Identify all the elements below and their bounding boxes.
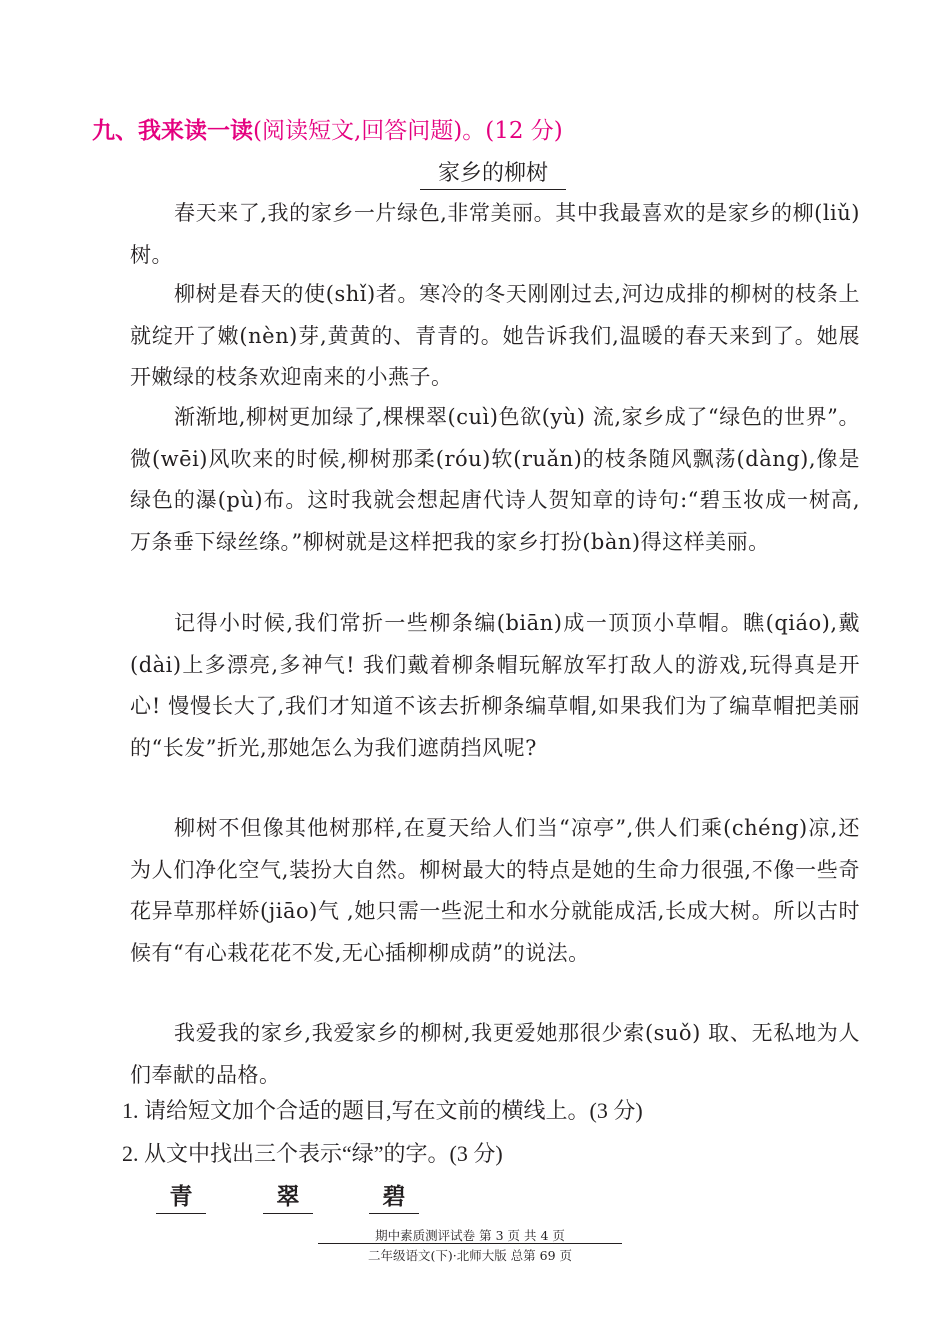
answer-blank-1: 青 (156, 1182, 206, 1214)
section-heading-main: 九、我来读一读 (92, 118, 253, 144)
paragraph-1: 春天来了,我的家乡一片绿色,非常美丽。其中我最喜欢的是家乡的柳(liǔ) 树。 (130, 201, 860, 267)
answer-blank-2: 翠 (263, 1182, 313, 1214)
footer-edition-info: 二年级语文(下)·北师大版 总第 69 页 (367, 1248, 573, 1263)
footer-divider (318, 1243, 622, 1244)
paragraph-4: 记得小时候,我们常折一些柳条编(biān)成一顶顶小草帽。瞧(qiáo),戴(dài)上多漂亮,多神气! 我们戴着柳条帽玩解放军打敌人的游戏,玩得真是开心! 慢慢长大了,我们才知道不该去折柳条编草帽,如果我们为了编草帽把美丽的“长发”折光,那她怎么为我们遮荫挡风呢? (130, 611, 860, 760)
question-1: 1. 请给短文加个合适的题目,写在文前的横线上。(3 分) (122, 1098, 643, 1123)
paragraph-2: 柳树是春天的使(shǐ)者。寒冷的冬天刚刚过去,河边成排的柳树的枝条上就绽开了嫩(nèn)芽,黄黄的、青青的。她告诉我们,温暖的春天来到了。她展开嫩绿的枝条欢迎南来的小燕子。 (130, 282, 860, 389)
passage-title-line (420, 156, 566, 190)
answer-blank-3: 碧 (369, 1182, 419, 1214)
paragraph-3: 渐渐地,柳树更加绿了,棵棵翠(cuì)色欲(yù) 流,家乡成了“绿色的世界”。微(wēi)风吹来的时候,柳树那柔(róu)软(ruǎn)的枝条随风飘荡(dàng),像是绿色的瀑(pù)布。这时我就会想起唐代诗人贺知章的诗句:“碧玉妆成一树高,万条垂下绿丝绦。”柳树就是这样把我的家乡打扮(bàn)得这样美丽。 (130, 405, 860, 554)
footer-page-info: 期中素质测评试卷 第 3 页 共 4 页 (375, 1228, 565, 1243)
question-2: 2. 从文中找出三个表示“绿”的字。(3 分) (122, 1141, 503, 1166)
passage-title: 家乡的柳树 (437, 161, 548, 186)
section-heading (92, 112, 563, 145)
section-heading-instruction: (阅读短文,回答问题)。(12 分) (253, 118, 563, 144)
paragraph-6: 我爱我的家乡,我爱家乡的柳树,我更爱她那很少索(suǒ) 取、无私地为人们奉献的品格。 (130, 1021, 860, 1087)
paragraph-5: 柳树不但像其他树那样,在夏天给人们当“凉亭”,供人们乘(chéng)凉,还为人们净化空气,装扮大自然。柳树最大的特点是她的生命力很强,不像一些奇花异草那样娇(jiāo)气 ,她只需一些泥土和水分就能成活,长成大树。所以古时候有“有心栽花花不发,无心插柳柳成荫”的说法。 (130, 816, 860, 965)
